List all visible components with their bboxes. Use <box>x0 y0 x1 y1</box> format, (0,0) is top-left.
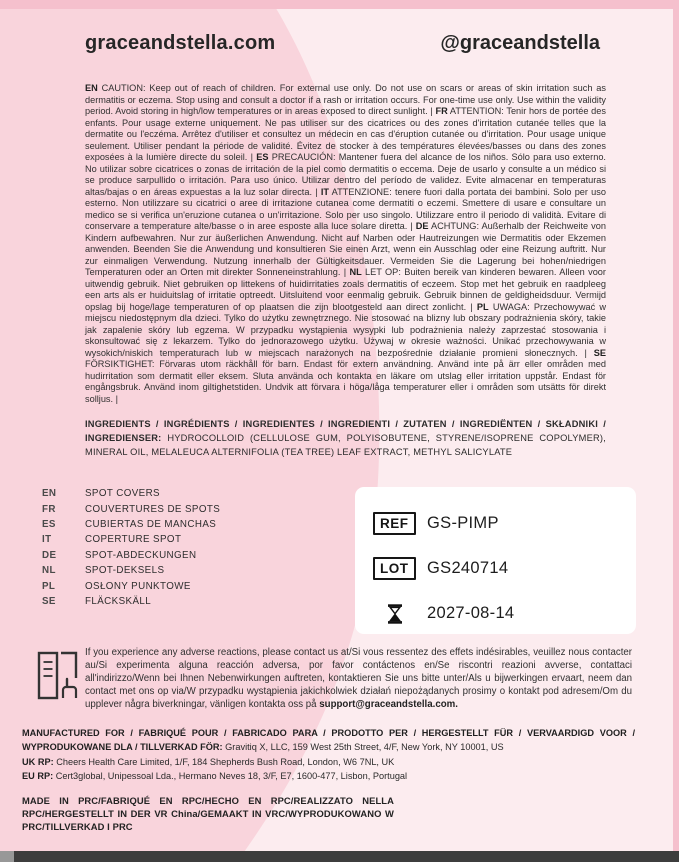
caution-lang-code: NL <box>349 267 362 277</box>
product-name: SPOT-DEKSELS <box>85 565 165 577</box>
product-name: SPOT-ABDECKUNGEN <box>85 549 197 561</box>
product-name-row <box>42 578 342 593</box>
eu-rp-label: EU RP: <box>22 771 54 782</box>
lot-symbol: LOT <box>373 557 416 580</box>
product-name-row <box>42 548 342 563</box>
adverse-reactions-text <box>85 647 632 712</box>
eu-rp-line <box>22 769 635 783</box>
uk-rp-line <box>22 755 635 769</box>
eu-rp-value: Cert3global, Unipessoal Lda., Hermano Neves 18, 3/F, E7, 1600-477, Lisbon, Portugal <box>55 771 408 782</box>
caution-lang-code: PL <box>476 301 489 312</box>
lang-code: PL <box>42 580 56 592</box>
ref-symbol: REF <box>373 512 416 535</box>
ingredients-text <box>85 417 606 459</box>
lang-code: EN <box>42 488 57 500</box>
ref-value: GS-PIMP <box>427 514 499 532</box>
product-name-list <box>42 486 342 609</box>
top-border-strip <box>0 0 679 9</box>
uk-rp-value: Cheers Health Care Limited, 1/F, 184 Shepherds Bush Road, London, W6 7NL, UK <box>56 756 395 767</box>
product-name: CUBIERTAS DE MANCHAS <box>85 518 217 530</box>
product-name-row <box>42 517 342 532</box>
manufactured-for-line <box>22 726 635 755</box>
uk-rp-label: UK RP: <box>22 756 54 767</box>
caution-lang-code: EN <box>85 83 98 93</box>
ingredients-heading: INGREDIENTS / INGRÉDIENTS / INGREDIENTES / INGREDIENTI / ZUTATEN / INGREDIËNTEN / SKŁADNIKI / INGREDIENSER: <box>85 419 606 443</box>
product-name: FLÄCKSKÄLL <box>85 595 152 607</box>
ingredients-body: HYDROCOLLOID (CELLULOSE GUM, POLYISOBUTENE, STYRENE/ISOPRENE COPOLYMER), MINERAL OIL, MELALEUCA ALTERNIFOLIA (TEA TREE) LEAF EXTRACT, METHYL SALICYLATE <box>85 433 606 457</box>
product-name-row <box>42 563 342 578</box>
support-email: support@graceandstella.com. <box>319 698 458 710</box>
lot-value: GS240714 <box>427 559 509 577</box>
adverse-reactions-body: If you experience any adverse reactions, please contact us at/Si vous ressentez des effets indésirables, veuillez nous contacter au/Si experimenta alguna reacción adversa, por favor contáctenos en/Se riscontri reazioni avverse, contattaci all'indirizzo/Wenn bei Ihnen Nebenwirkungen auftreten, kontaktieren Sie uns bitte unter/Als u bijwerkingen ervaart, neem dan contact met ons op via/W przypadku wystąpienia jakichkolwiek działań niepożądanych prosimy o kontakt pod adresem/Om du upplever några biverkningar, vänligen kontakta oss på <box>85 647 632 710</box>
product-name: COUVERTURES DE SPOTS <box>85 503 221 515</box>
caution-text: EN CAUTION: Keep out of reach of children. For external use only. Do not use on scars or areas of skin irritation such as dermatitis or eczema. Stop using and consult a doctor if a rash or irritation occurs. For one-time use only. Use within the validity period. Avoid storing in high/low temperatures or in areas exposed to direct sunlight. | FR ATTENTION: Tenir hors de portée des enfants. Pour usage externe uniquement. Ne pas utiliser sur des cicatrices ou des zones d'irritation cutanée telles que la dermatite ou l'eczéma. Arrêtez d'utiliser et consultez un médecin en cas d'éruption cutanée ou d'irritation. Pour usage unique seulement. Utiliser pendant la période de validité. Évitez de stocker à des températures élevées/basses ou dans des zones exposées à la lumière directe du soleil. | ES PRECAUCIÓN: Mantener fuera del alcance de los niños. Sólo para uso externo. No utilizar sobre cicatrices o zonas de irritación de la piel como dermatitis o eccema. Deje de usarlo y consulte a un médico si se produce sarpullido o irritación. Para uso único. Utilizar dentro del período de validez. Evite almacenar en temperaturas altas/bajas o en áreas expuestas a la luz solar directa. | IT ATTENZIONE: tenere fuori dalla portata dei bambini. Solo per uso esterno. Non utilizzare su cicatrici o aree di irritazione cutanea come dermatiti o eczemi. Smettere di usare e consultare un medico se si verifica un'eruzione cutanea o un'irritazione. Solo per uso singolo. Utilizzare entro il periodo di validità. Evitare di conservare a temperature alte/basse o in aree esposte alla luce solare diretta. | DE ACHTUNG: Außerhalb der Reichweite von Kindern aufbewahren. Nur zur äußerlichen Anwendung. Nicht auf Narben oder Hautreizungen wie Dermatitis oder Ekzemen anwenden. Beenden Sie die Anwendung und konsultieren Sie einen Arzt, wenn ein Ausschlag oder eine Reizung auftritt. Nur zur einmaligen Verwendung. Nutzung innerhalb der Gültigkeitsdauer. Vermeiden Sie die Lagerung bei hohen/niedrigen Temperaturen oder an Orten mit direkter Sonneneinstrahlung. | NL LET OP: Buiten bereik van kinderen bewaren. Alleen voor uitwendig gebruik. Niet gebruiken op littekens of huidirritaties zoals dermatitis of eczeem. Stop met het gebruik en raadpleeg een arts als er huiduitslag of irritatie optreedt. Uitsluitend voor eenmalig gebruik. Gebruik binnen de geldigheidsduur. Vermijd opslag bij hoge/lage temperaturen of op plaatsen die zijn blootgesteld aan direct zonlicht. | PL UWAGA: Przechowywać w miejscu niedostępnym dla dzieci. Tylko do użytku zewnętrznego. Nie stosować na blizny lub obszary podrażnienia skóry, takie jak zapalenie skóry lub egzema. W przypadku wystąpienia wysypki lub podrażnienia należy zaprzestać stosowania i skonsultować się z lekarzem. Tylko do jednorazowego użytku. Używaj w okresie ważności. Unikać przechowywania w wysokich/niskich temperaturach lub w miejscach narażonych na bezpośrednie działanie promieni słonecznych. | SE FÖRSIKTIGHET: Förvaras utom räckhåll för barn. Endast för extern användning. Använd inte på ärr eller områden med hudirritation som dermatit eller eksem. Sluta använda och kontakta en läkare om utslag eller irritation uppstår. Endast för engångsbruk. Använd inom giltighetstiden. Undvik att förvara i höga/låga temperaturer eller i områden som utsätts för direkt solljus. | <box>85 83 607 404</box>
manufactured-for-heading: MANUFACTURED FOR / FABRIQUÉ POUR / FABRICADO PARA / PRODOTTO PER / HERGESTELLT FÜR / VERVAARDIGD VOOR / WYPRODUKOWANE DLA / TILLVERKAD FÖR: <box>22 728 635 753</box>
caution-lang-code: ES <box>256 152 269 162</box>
manufactured-for-company: Gravitiq X, LLC, 159 West 25th Street, 4/F, New York, NY 10001, US <box>225 742 504 753</box>
lang-code: NL <box>42 565 56 577</box>
caution-lang-code: SE <box>593 347 606 358</box>
hourglass-icon <box>387 604 403 624</box>
product-name-row <box>42 486 342 501</box>
ref-symbol-column <box>373 512 417 535</box>
website-url: graceandstella.com <box>85 32 276 54</box>
manufacturer-info <box>22 726 635 784</box>
expiry-symbol-column <box>373 604 417 624</box>
caution-lang-code: IT <box>320 186 329 197</box>
ref-row <box>373 501 636 546</box>
lot-row <box>373 546 636 591</box>
expiry-date: 2027-08-14 <box>427 604 515 622</box>
lang-code: ES <box>42 518 56 530</box>
instagram-handle: @graceandstella <box>440 32 600 54</box>
product-name-row <box>42 532 342 547</box>
lang-code: FR <box>42 503 56 515</box>
product-name: SPOT COVERS <box>85 488 160 500</box>
product-name: COPERTURE SPOT <box>85 534 182 546</box>
bottom-edge-bar <box>0 851 679 862</box>
product-name: OSŁONY PUNKTOWE <box>85 580 191 592</box>
made-in-statement: MADE IN PRC/FABRIQUÉ EN RPC/HECHO EN RPC/REALIZZATO NELLA RPC/HERGESTELLT IN DER VR China/GEMAAKT IN VRC/WYPRODUKOWANO W PRC/TILLVERKAD I PRC <box>22 795 394 832</box>
right-border-strip <box>673 0 679 862</box>
caution-lang-code: DE <box>415 221 429 231</box>
caution-lang-code: FR <box>435 106 448 116</box>
read-instructions-icon <box>37 651 79 700</box>
lang-code: SE <box>42 595 56 607</box>
product-name-row <box>42 501 342 516</box>
product-name-row <box>42 594 342 609</box>
lang-code: DE <box>42 549 57 561</box>
lot-symbol-column <box>373 557 417 580</box>
expiry-row <box>373 591 636 636</box>
lang-code: IT <box>42 534 52 546</box>
udi-info-box <box>355 487 636 634</box>
